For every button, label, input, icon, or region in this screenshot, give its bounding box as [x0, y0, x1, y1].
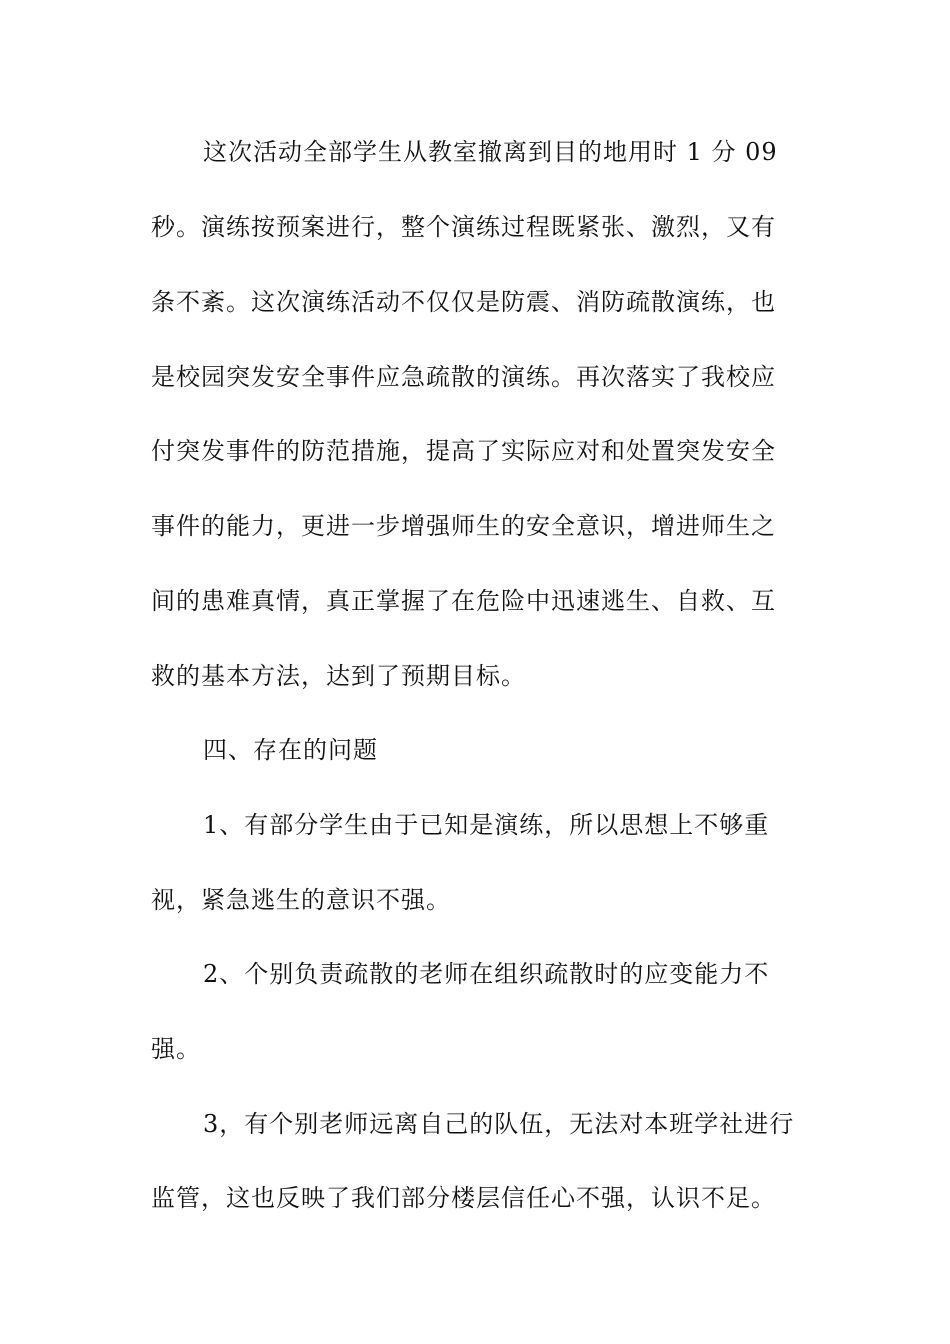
list-item-line: 监管，这也反映了我们部分楼层信任心不强，认识不足。 — [151, 1184, 776, 1212]
list-item-line: 视，紧急逃生的意识不强。 — [151, 886, 451, 914]
list-item-line: 强。 — [151, 1035, 201, 1063]
list-item-line: 2、个别负责疏散的老师在组织疏散时的应变能力不 — [203, 960, 770, 988]
section-heading: 四、存在的问题 — [203, 736, 378, 764]
paragraph-line: 这次活动全部学生从教室撤离到目的地用时 1 分 09 — [203, 138, 778, 166]
list-item-line: 3，有个别老师远离自己的队伍，无法对本班学社进行 — [203, 1110, 795, 1138]
paragraph-line: 是校园突发安全事件应急疏散的演练。再次落实了我校应 — [151, 363, 776, 391]
paragraph-line: 秒。演练按预案进行，整个演练过程既紧张、激烈，又有 — [151, 213, 776, 241]
paragraph-line: 救的基本方法，达到了预期目标。 — [151, 662, 526, 690]
paragraph-line: 间的患难真情，真正掌握了在危险中迅速逃生、自救、互 — [151, 587, 776, 615]
list-item-line: 1、有部分学生由于已知是演练，所以思想上不够重 — [203, 811, 770, 839]
paragraph-line: 付突发事件的防范措施，提高了实际应对和处置突发安全 — [151, 437, 776, 465]
paragraph-line: 条不紊。这次演练活动不仅仅是防震、消防疏散演练，也 — [151, 288, 776, 316]
paragraph-line: 事件的能力，更进一步增强师生的安全意识，增进师生之 — [151, 512, 776, 540]
